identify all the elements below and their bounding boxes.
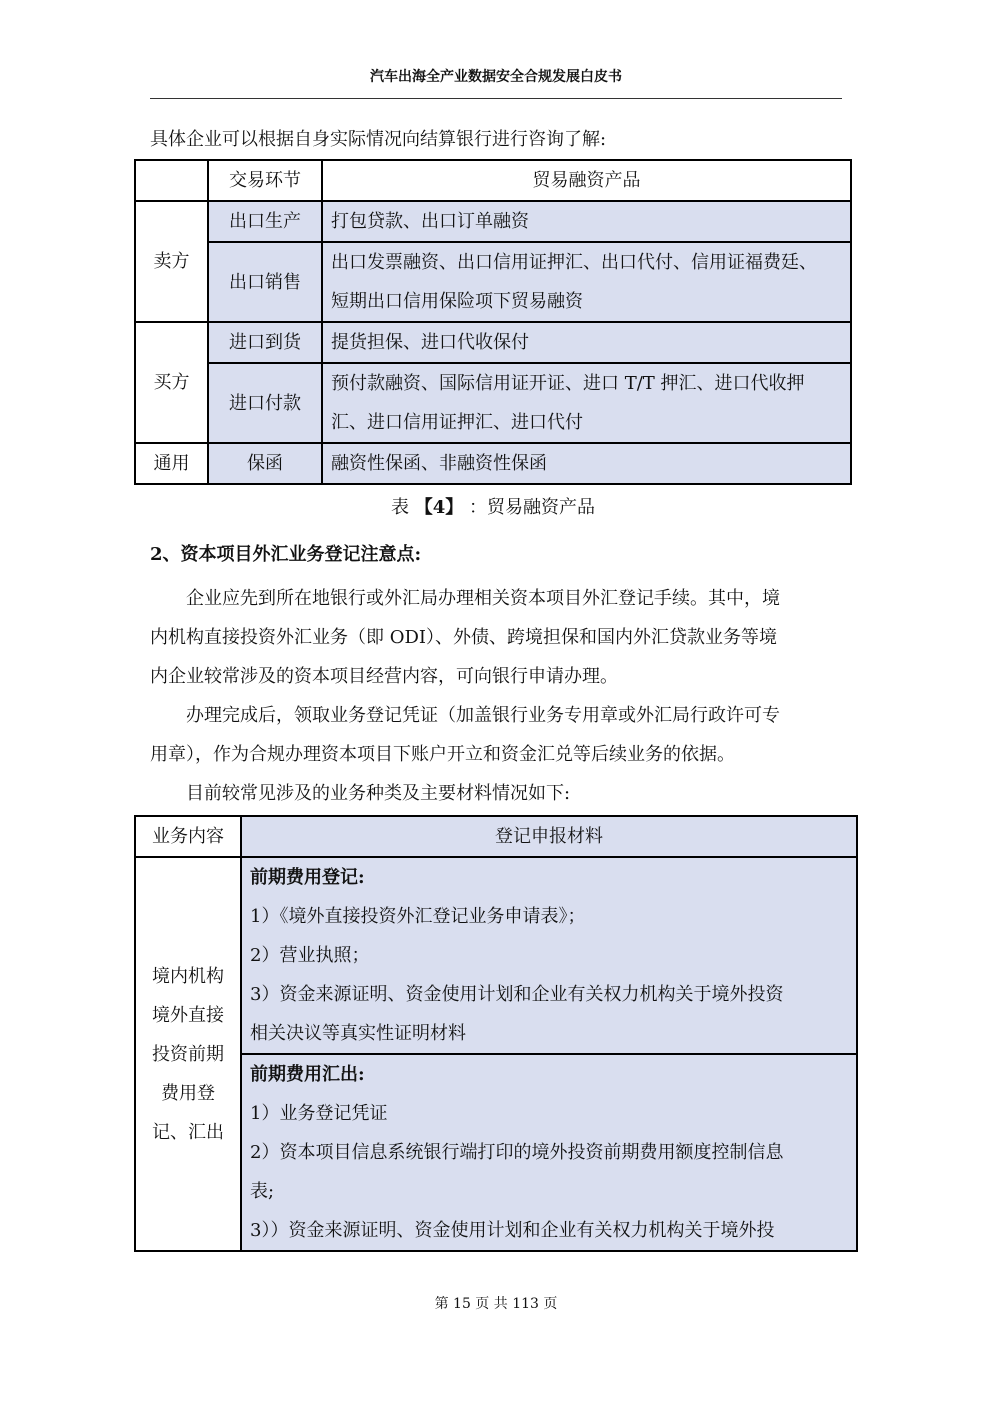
caption-text: ：贸易融资产品	[469, 497, 595, 518]
business-line: 境内机构	[152, 965, 224, 987]
page-footer: 第 15 页 共 113 页	[434, 1296, 558, 1312]
table-header-cell: 登记申报材料	[241, 816, 857, 857]
party-cell-buyer: 买方	[135, 322, 208, 443]
table-row	[135, 322, 851, 363]
material-line: 1）业务登记凭证	[250, 1103, 388, 1124]
material-line: 1）《境外直接投资外汇登记业务申请表》；	[250, 906, 586, 927]
section-heading: 2、资本项目外汇业务登记注意点:	[150, 544, 422, 565]
table-header-cell: 贸易融资产品	[322, 160, 851, 201]
table-row	[135, 443, 851, 484]
products-line: 短期出口信用保险项下贸易融资	[331, 291, 583, 312]
paragraph-line: 办理完成后，领取业务登记凭证（加盖银行业务专用章或外汇局行政许可专	[186, 705, 780, 726]
table-row	[135, 857, 857, 1054]
table-header-row	[135, 160, 851, 201]
stage-cell: 保函	[208, 443, 322, 484]
block-title: 前期费用登记:	[250, 867, 365, 888]
products-cell: 融资性保函、非融资性保函	[322, 443, 851, 484]
party-cell-seller: 卖方	[135, 201, 208, 322]
material-line: 2）营业执照；	[250, 945, 370, 966]
business-line: 费用登	[161, 1082, 215, 1104]
caption-prefix: 表	[391, 497, 409, 518]
paragraph-line: 目前较常见涉及的业务种类及主要材料情况如下:	[186, 783, 571, 804]
products-cell: 提货担保、进口代收保付	[322, 322, 851, 363]
caption-number: 【4】	[414, 497, 464, 518]
paragraph-line: 用章），作为合规办理资本项目下账户开立和资金汇兑等后续业务的依据。	[150, 744, 735, 765]
products-line: 出口发票融资、出口信用证押汇、出口代付、信用证福费廷、	[331, 252, 817, 273]
paragraph-line: 内机构直接投资外汇业务（即 ODI）、外债、跨境担保和国内外汇贷款业务等境	[150, 627, 778, 648]
material-line: 2）资本项目信息系统银行端打印的境外投资前期费用额度控制信息	[250, 1142, 784, 1163]
table-caption	[134, 493, 852, 523]
products-line: 汇、进口信用证押汇、进口代付	[331, 412, 583, 433]
table-row	[135, 201, 851, 242]
table-row	[135, 363, 851, 443]
paragraph-line: 企业应先到所在地银行或外汇局办理相关资本项目外汇登记手续。其中，境	[186, 588, 780, 609]
party-cell-general: 通用	[135, 443, 208, 484]
intro-text: 具体企业可以根据自身实际情况向结算银行进行咨询了解:	[150, 129, 607, 150]
stage-cell: 出口销售	[208, 242, 322, 322]
material-line: 3））资金来源证明、资金使用计划和企业有关权力机构关于境外投	[250, 1220, 775, 1241]
table-header-cell: 业务内容	[135, 816, 241, 857]
business-line: 投资前期	[152, 1043, 224, 1065]
products-cell	[322, 242, 851, 322]
paragraph	[150, 774, 842, 813]
paragraph	[150, 579, 842, 696]
business-content-cell	[135, 857, 241, 1251]
stage-cell: 进口到货	[208, 322, 322, 363]
products-line: 预付款融资、国际信用证开证、进口 T/T 押汇、进口代收押	[331, 373, 805, 394]
table-header-row	[135, 816, 857, 857]
paragraph-line: 内企业较常涉及的资本项目经营内容，可向银行申请办理。	[150, 666, 618, 687]
paragraph	[150, 696, 842, 774]
products-cell	[322, 363, 851, 443]
stage-cell: 进口付款	[208, 363, 322, 443]
trade-finance-table	[134, 159, 852, 485]
table-header-cell	[135, 160, 208, 201]
material-line: 3）资金来源证明、资金使用计划和企业有关权力机构关于境外投资	[250, 984, 784, 1005]
material-line: 表;	[250, 1181, 275, 1202]
document-header-title: 汽车出海全产业数据安全合规发展白皮书	[370, 69, 622, 85]
table-row	[135, 1054, 857, 1251]
header-divider	[150, 98, 842, 99]
table-header-cell: 交易环节	[208, 160, 322, 201]
materials-cell	[241, 857, 857, 1054]
stage-cell: 出口生产	[208, 201, 322, 242]
business-line: 记、汇出	[152, 1121, 224, 1143]
material-line: 相关决议等真实性证明材料	[250, 1023, 466, 1044]
materials-cell	[241, 1054, 857, 1251]
business-line: 境外直接	[152, 1004, 224, 1026]
table-row	[135, 242, 851, 322]
block-title: 前期费用汇出:	[250, 1064, 365, 1085]
products-cell: 打包贷款、出口订单融资	[322, 201, 851, 242]
capital-account-table	[134, 815, 858, 1252]
